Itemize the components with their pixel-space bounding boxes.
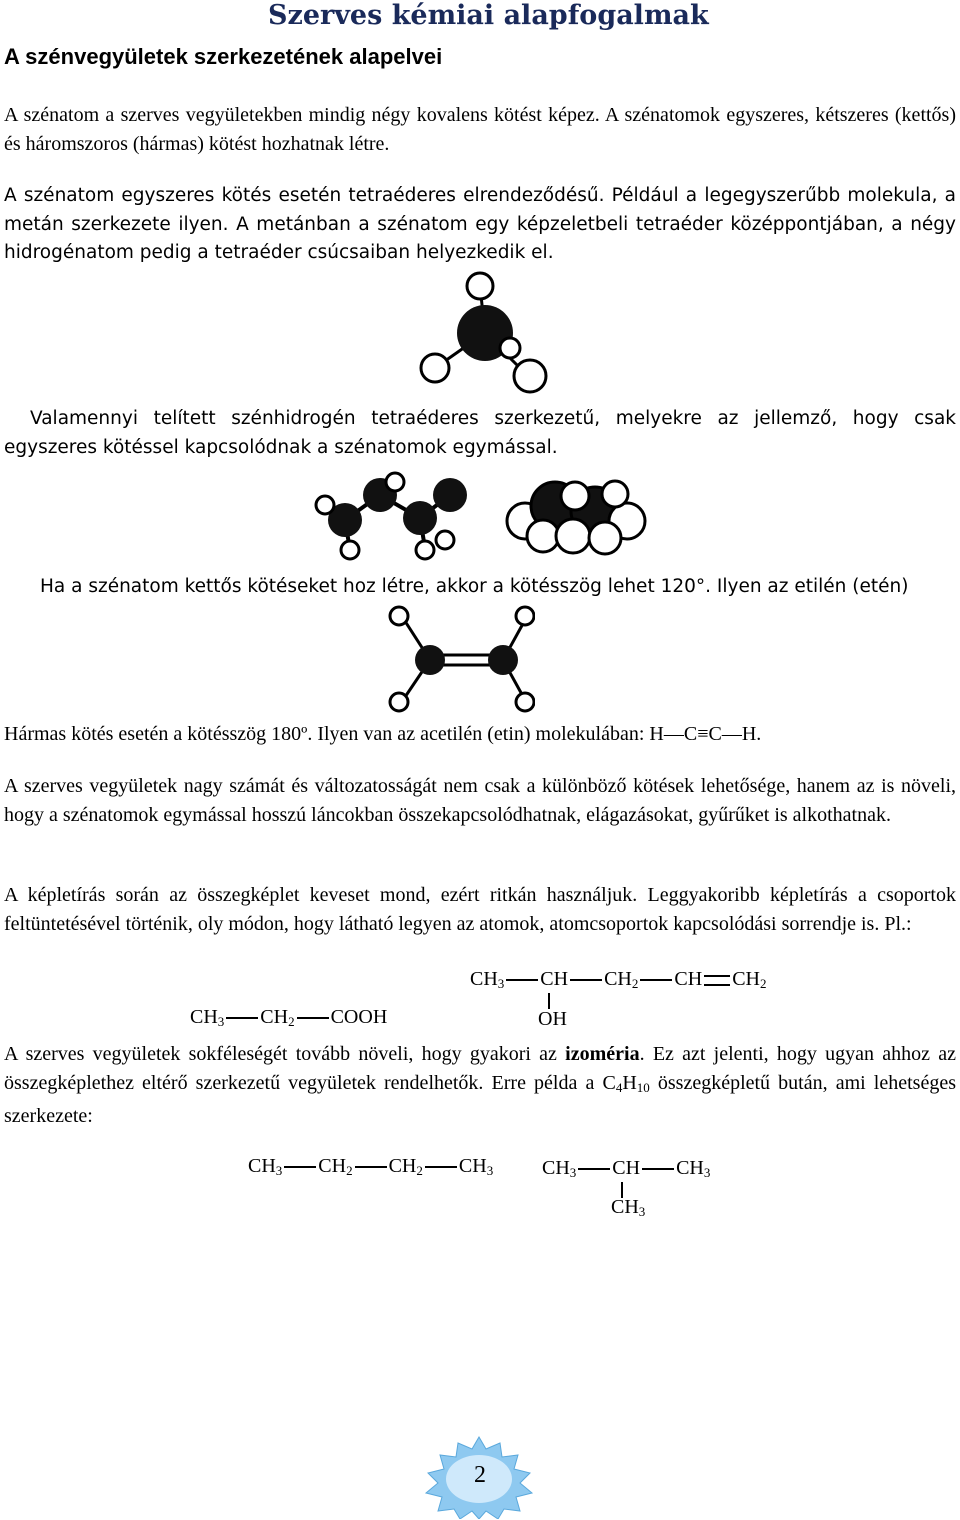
page-number: 2	[474, 1462, 486, 1488]
paragraph-triple-bond: Hármas kötés esetén a kötésszög 180º. Ilyen van az acetilén (etin) molekulában: H—C≡C—H.	[4, 723, 762, 745]
paragraph-variety: A szerves vegyületek nagy számát és változatosságát nem csak a különböző kötések lehetősége, hanem az is növeli, hogy a szénatomok egymással hosszú láncokban összekapcsolódhatnak, elágazásokat, gyűrűket is alkothatnak.	[4, 775, 956, 826]
formula-isobutane-branch: $CH_3$	[611, 1196, 646, 1219]
space-filling-model-image	[503, 476, 651, 566]
formula-isobutane: $CH_3$ CH $CH_3$	[542, 1157, 711, 1180]
ethane-model-image	[310, 470, 470, 570]
formula-propionic-acid: $CH_3$ $CH_2$ COOH	[190, 1006, 388, 1029]
ethylene-model-image	[385, 600, 535, 715]
branch-bond	[548, 993, 550, 1009]
paragraph-saturated: Valamennyi telített szénhidrogén tetraéderes szerkezetű, melyekre az jellemző, hogy csak egyszeres kötéssel kapcsolódnak a szénatomok egymással.	[4, 408, 956, 458]
formula-butenol: $CH_3$ CH $CH_2$ CH $CH_2$	[470, 968, 767, 991]
methane-model-image	[410, 268, 550, 398]
keyword-izomeria: izoméria	[565, 1043, 640, 1065]
formula-n-butane: $CH_3$ $CH_2$ $CH_2$ $CH_3$	[248, 1155, 494, 1178]
paragraph-double-bond: Ha a szénatom kettős kötéseket hoz létre, akkor a kötésszög lehet 120°. Ilyen az etilén (etén)	[40, 576, 909, 597]
formula-butenol-branch: OH	[538, 1008, 567, 1030]
paragraph-intro: A szénatom a szerves vegyületekben mindig négy kovalens kötést képez. A szénatomok egyszeres, kétszeres (kettős) és háromszoros (hármas) kötést hozhatnak létre.	[4, 104, 956, 155]
page-title: Szerves kémiai alapfogalmak	[268, 0, 709, 31]
paragraph-formulas: A képletírás során az összegképlet keveset mond, ezért ritkán használjuk. Leggyakoribb képletírás a csoportok feltüntetésével történik, oly módon, hogy látható legyen az atomok, atomcsoportok kapcsolódási sorrendje is. Pl.:	[4, 884, 956, 935]
paragraph-tetrahedral: A szénatom egyszeres kötés esetén tetraéderes elrendeződésű. Például a legegyszerűbb molekula, a metán szerkezete ilyen. A metánban a szénatom egy képzeletbeli tetraéder középpontjában, a négy hidrogénatom pedig a tetraéder csúcsaiban helyezkedik el.	[4, 185, 956, 263]
section-subtitle: A szénvegyületek szerkezetének alapelvei	[4, 44, 443, 69]
paragraph-isomeria: A szerves vegyületek sokféleségét tovább növeli, hogy gyakori az izoméria. Ez azt jelenti, hogy ugyan ahhoz az összegképlethez eltérő szerkezetű vegyületek rendelhetők. Erre példa a $C_4H_{10}$ összegképletű bután, ami lehetséges szerkezete:	[4, 1043, 956, 1127]
